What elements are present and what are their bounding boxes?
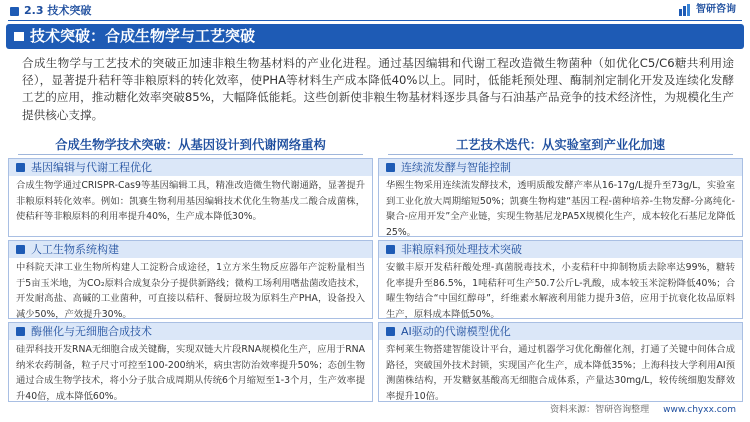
card-continuous-fermentation <box>378 158 743 237</box>
card-bullet-icon <box>386 163 395 172</box>
source-note: 资料来源：智研咨询整理 <box>550 405 650 415</box>
left-column-heading: 合成生物学技术突破：从基因设计到代谢网络重构 <box>8 136 373 154</box>
banner-chevron-icon <box>14 32 24 41</box>
card-body: 合成生物学通过CRISPR-Cas9等基因编辑工具，精准改造微生物代谢通路，显著提升非粮原料转化效率。例如：凯赛生物利用基因编辑技术优化生物基戊二酸合成菌株，使秸秆等非粮原料的利用率提升40%，生产成本降低30%。 <box>16 180 365 222</box>
card-title: 酶催化与无细胞合成技术 <box>31 325 152 338</box>
card-bullet-icon <box>386 245 395 254</box>
footer <box>550 404 736 416</box>
card-title: 基因编辑与代谢工程优化 <box>31 161 152 174</box>
card-header <box>9 241 372 258</box>
card-enzyme-cell-free <box>8 322 373 402</box>
card-header <box>9 323 372 340</box>
card-bullet-icon <box>16 163 25 172</box>
section-marker-icon <box>10 7 19 16</box>
header-divider <box>8 20 742 21</box>
card-gene-editing <box>8 158 373 237</box>
card-body: 弈柯莱生物搭建智能设计平台，通过机器学习优化酶催化剂，打通了关键中间体合成路径，突破国外技术封锁，实现国产化生产，成本降低35%；上海科技大学利用AI预测菌株结构，开发糖氨基酸高无细胞合成体系，产量达30mg/L，较传统细胞发酵效率提升10倍。 <box>386 344 735 402</box>
logo-text: 智研咨询 <box>696 4 736 15</box>
right-column <box>378 136 743 402</box>
card-artificial-bio-system <box>8 240 373 319</box>
card-body: 华熙生物采用连续流发酵技术，透明质酸发酵产率从16-17g/L提升至73g/L，实验室到工业化放大周期缩短50%；凯赛生物构建“基因工程-菌种培养-生物发酵-分离纯化-聚合-应用开发”全产业链，实现生物基尼龙PA5X规模化生产，成本较化石基尼龙降低25%。 <box>386 180 735 238</box>
brand-logo <box>679 4 736 16</box>
card-bullet-icon <box>16 245 25 254</box>
card-header <box>379 241 742 258</box>
card-header <box>379 159 742 176</box>
card-title: 人工生物系统构建 <box>31 243 119 256</box>
left-column <box>8 136 373 402</box>
card-body: 硅羿科技开发RNA无细胞合成关键酶，实现双链大片段RNA规模化生产，应用于RNA纳米农药制备，粒子尺寸可控至100-200纳米，病虫害防治效率提升50%；态创生物通过合成生物学技术，将小分子肽合成周期从传统6个月缩短至1-3个月，生产效率提升40倍，成本降低60%。 <box>16 344 365 402</box>
top-bar <box>0 0 750 22</box>
card-body: 中科院天津工业生物所构建人工淀粉合成途径，1立方米生物反应器年产淀粉量相当于5亩玉米地，为CO₂原料合成复杂分子提供新路线；微构工场利用嗜盐菌改造技术，开发耐高盐、高碱的工业菌种，可直接以秸秆、餐厨垃圾为原料生产PHA，设备投入减少50%，产效提升30%。 <box>16 262 365 320</box>
card-header <box>9 159 372 176</box>
card-title: 非粮原料预处理技术突破 <box>401 243 522 256</box>
intro-paragraph: 合成生物学与工艺技术的突破正加速非粮生物基材料的产业化进程。通过基因编辑和代谢工程改造微生物菌种（如优化C5/C6糖共利用途径），显著提升秸秆等非粮原料的转化效率，使PHA等材料生产成本降低40%以上。同时，低能耗预处理、酶制剂定制化开发及连续化发酵工艺的应用，推动糖化效率突破85%，大幅降低能耗。这些创新使非粮生物基材料逐步具备与石油基产品竞争的技术经济性，为规模化生产提供核心支撑。 <box>22 56 734 122</box>
card-ai-metabolic-model <box>378 322 743 402</box>
card-title: AI驱动的代谢模型优化 <box>401 325 511 338</box>
title-banner <box>6 24 744 49</box>
card-header <box>379 323 742 340</box>
site-url: www.chyxx.com <box>663 405 736 415</box>
logo-icon <box>679 4 693 16</box>
section-title: 2.3 技术突破 <box>24 4 92 17</box>
right-column-heading: 工艺技术迭代：从实验室到产业化加速 <box>378 136 743 154</box>
card-pretreatment <box>378 240 743 319</box>
card-title: 连续流发酵与智能控制 <box>401 161 511 174</box>
card-bullet-icon <box>386 327 395 336</box>
banner-title: 技术突破：合成生物学与工艺突破 <box>30 27 256 45</box>
card-body: 安徽丰原开发秸秆酸处理-真菌脱毒技术，小麦秸秆中抑制物质去除率达99%，糖转化率提升至86.5%，1吨秸秆可生产50.7公斤L-乳酸，成本较玉米淀粉降低40%；合曜生物结合“中国红醇母”，纤维素水解液利用能力提升3倍，应用于抗衰化妆品原料生产，原料成本降低50%。 <box>386 262 735 320</box>
card-bullet-icon <box>16 327 25 336</box>
